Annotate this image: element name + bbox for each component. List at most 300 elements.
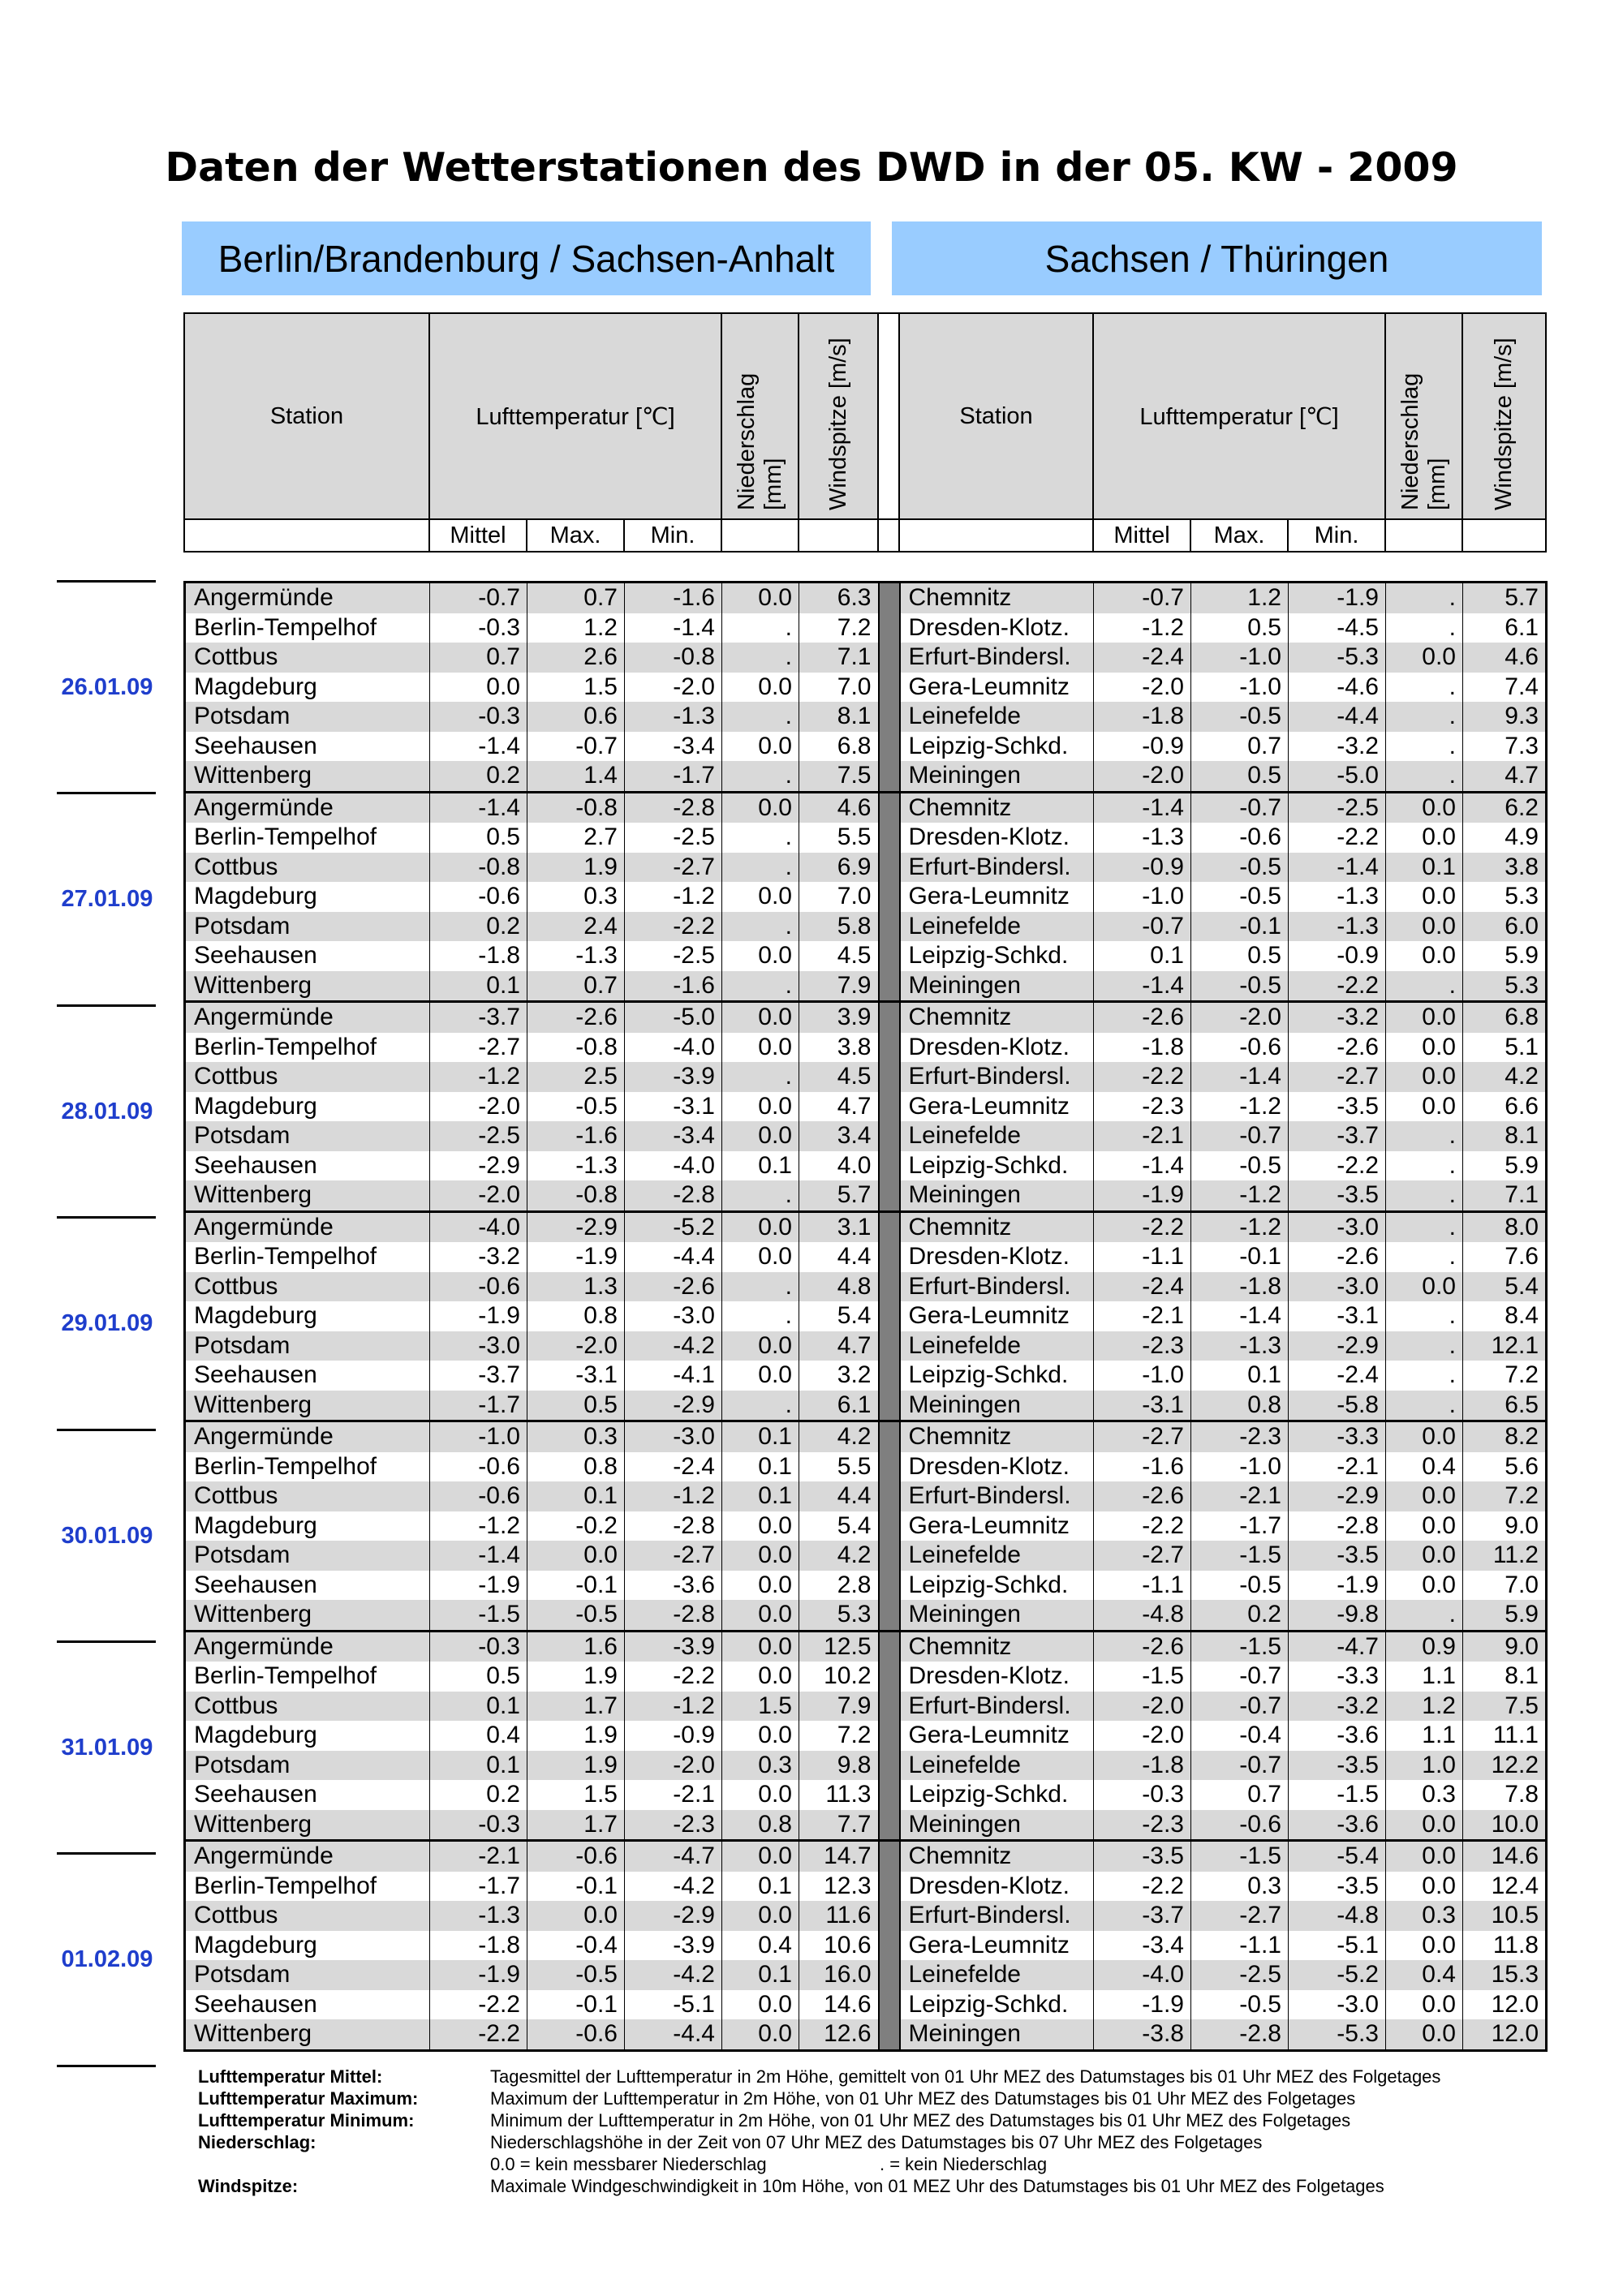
temp-mean-cell: -2.2 xyxy=(1094,1872,1191,1902)
header-min-left: Min. xyxy=(624,519,721,552)
wind-peak-cell: 6.1 xyxy=(799,1391,879,1421)
temp-mean-cell: -1.1 xyxy=(1094,1242,1191,1272)
station-name: Angermünde xyxy=(185,1841,430,1872)
precipitation-cell: 0.1 xyxy=(722,1872,799,1902)
temp-min-cell: -3.2 xyxy=(1289,732,1386,762)
date-divider xyxy=(57,792,156,794)
temp-max-cell: -0.7 xyxy=(527,732,625,762)
station-name: Meiningen xyxy=(900,971,1094,1002)
temp-min-cell: -2.4 xyxy=(625,1452,722,1482)
temp-min-cell: -2.6 xyxy=(1289,1033,1386,1063)
header-blank xyxy=(1462,519,1546,552)
date-divider xyxy=(57,1429,156,1431)
wind-peak-cell: 11.1 xyxy=(1463,1721,1547,1751)
temp-min-cell: -1.7 xyxy=(625,761,722,792)
temp-max-cell: 1.9 xyxy=(527,1721,625,1751)
wind-peak-cell: 12.6 xyxy=(799,2019,879,2050)
wind-peak-cell: 5.9 xyxy=(1463,1600,1547,1631)
temp-min-cell: -2.0 xyxy=(625,1751,722,1781)
wind-peak-cell: 7.1 xyxy=(799,643,879,673)
table-row xyxy=(185,971,1547,1002)
table-row xyxy=(185,1092,1547,1122)
temp-mean-cell: -0.7 xyxy=(430,583,527,613)
temp-max-cell: -0.1 xyxy=(527,1872,625,1902)
station-name: Cottbus xyxy=(185,853,430,883)
date-divider xyxy=(57,2065,156,2067)
station-name: Magdeburg xyxy=(185,1301,430,1331)
precipitation-cell: 0.0 xyxy=(1386,1541,1463,1571)
date-label: 30.01.09 xyxy=(61,1522,153,1549)
precipitation-cell: 0.0 xyxy=(1386,1272,1463,1302)
temp-max-cell: -0.5 xyxy=(1191,702,1289,732)
temp-min-cell: -2.2 xyxy=(625,912,722,942)
wind-peak-cell: 8.1 xyxy=(1463,1662,1547,1692)
station-name: Seehausen xyxy=(185,1151,430,1181)
precipitation-cell: 0.3 xyxy=(1386,1901,1463,1931)
temp-min-cell: -4.4 xyxy=(625,1242,722,1272)
date-label: 26.01.09 xyxy=(61,674,153,700)
header-blank xyxy=(878,519,899,552)
precipitation-cell: 0.0 xyxy=(1386,1511,1463,1541)
table-row xyxy=(185,1692,1547,1722)
precipitation-cell: 0.0 xyxy=(1386,2019,1463,2050)
wind-peak-cell: 5.7 xyxy=(799,1180,879,1211)
temp-max-cell: 0.3 xyxy=(527,1421,625,1452)
station-name: Erfurt-Bindersl. xyxy=(900,1062,1094,1092)
column-separator xyxy=(879,1331,900,1361)
temp-mean-cell: -1.8 xyxy=(1094,1751,1191,1781)
precipitation-cell: 1.2 xyxy=(1386,1692,1463,1722)
temp-mean-cell: -0.3 xyxy=(430,1810,527,1841)
station-name: Cottbus xyxy=(185,1062,430,1092)
temp-max-cell: -1.3 xyxy=(527,1151,625,1181)
precipitation-cell: 0.0 xyxy=(1386,941,1463,971)
station-name: Angermünde xyxy=(185,1421,430,1452)
temp-min-cell: -3.3 xyxy=(1289,1662,1386,1692)
temp-min-cell: -3.4 xyxy=(625,732,722,762)
precipitation-cell: 1.0 xyxy=(1386,1751,1463,1781)
wind-peak-cell: 9.0 xyxy=(1463,1631,1547,1662)
legend-value: Niederschlagshöhe in der Zeit von 07 Uhr MEZ des Datumstages bis 07 Uhr MEZ des Folgetages xyxy=(490,2132,1263,2152)
wind-peak-cell: 12.4 xyxy=(1463,1872,1547,1902)
temp-max-cell: 0.1 xyxy=(1191,1361,1289,1391)
temp-mean-cell: -2.5 xyxy=(430,1121,527,1151)
temp-max-cell: -0.1 xyxy=(527,1571,625,1601)
column-separator xyxy=(879,1780,900,1810)
temp-mean-cell: 0.2 xyxy=(430,1780,527,1810)
wind-peak-cell: 14.7 xyxy=(799,1841,879,1872)
temp-mean-cell: -3.7 xyxy=(430,1002,527,1033)
temp-max-cell: 0.3 xyxy=(527,882,625,912)
date-label: 31.01.09 xyxy=(61,1735,153,1761)
temp-mean-cell: -1.9 xyxy=(1094,1990,1191,2020)
table-row xyxy=(185,823,1547,853)
precipitation-cell: 0.0 xyxy=(722,732,799,762)
temp-max-cell: 0.8 xyxy=(1191,1391,1289,1421)
temp-min-cell: -5.1 xyxy=(1289,1931,1386,1961)
wind-peak-cell: 10.6 xyxy=(799,1931,879,1961)
temp-min-cell: -3.5 xyxy=(1289,1751,1386,1781)
temp-max-cell: -1.0 xyxy=(1191,673,1289,703)
wind-peak-cell: 4.2 xyxy=(799,1541,879,1571)
precipitation-cell: 0.0 xyxy=(722,1092,799,1122)
precipitation-cell: . xyxy=(1386,1180,1463,1211)
temp-min-cell: -4.5 xyxy=(1289,613,1386,643)
column-separator xyxy=(879,882,900,912)
temp-min-cell: -2.2 xyxy=(1289,1151,1386,1181)
header-station-right: Station xyxy=(899,313,1093,519)
temp-min-cell: -1.9 xyxy=(1289,583,1386,613)
precipitation-cell: 0.0 xyxy=(1386,1872,1463,1902)
station-name: Angermünde xyxy=(185,1211,430,1242)
station-name: Wittenberg xyxy=(185,1810,430,1841)
wind-peak-cell: 5.3 xyxy=(1463,971,1547,1002)
precipitation-cell: . xyxy=(1386,702,1463,732)
temp-mean-cell: 0.7 xyxy=(430,643,527,673)
wind-peak-cell: 3.8 xyxy=(1463,853,1547,883)
table-row xyxy=(185,1361,1547,1391)
table-row xyxy=(185,1002,1547,1033)
station-name: Berlin-Tempelhof xyxy=(185,823,430,853)
temp-min-cell: -4.7 xyxy=(1289,1631,1386,1662)
temp-max-cell: -1.6 xyxy=(527,1121,625,1151)
legend-key: Lufttemperatur Maximum: xyxy=(198,2088,419,2109)
precipitation-cell: 0.0 xyxy=(722,1721,799,1751)
table-row xyxy=(185,1872,1547,1902)
precipitation-cell: 0.1 xyxy=(722,1481,799,1511)
temp-mean-cell: -1.0 xyxy=(430,1421,527,1452)
temp-max-cell: 0.3 xyxy=(1191,1872,1289,1902)
temp-min-cell: -3.5 xyxy=(1289,1541,1386,1571)
temp-mean-cell: 0.5 xyxy=(430,823,527,853)
temp-max-cell: 0.0 xyxy=(527,1901,625,1931)
precipitation-cell: 0.0 xyxy=(722,941,799,971)
temp-mean-cell: -2.2 xyxy=(430,1990,527,2020)
precipitation-cell: . xyxy=(722,1301,799,1331)
temp-max-cell: -1.5 xyxy=(1191,1841,1289,1872)
wind-peak-cell: 11.3 xyxy=(799,1780,879,1810)
temp-min-cell: -3.5 xyxy=(1289,1180,1386,1211)
precipitation-cell: . xyxy=(722,643,799,673)
wind-peak-cell: 6.9 xyxy=(799,853,879,883)
temp-mean-cell: -1.0 xyxy=(1094,882,1191,912)
temp-max-cell: -2.7 xyxy=(1191,1901,1289,1931)
column-separator xyxy=(879,1662,900,1692)
temp-mean-cell: -2.0 xyxy=(1094,1721,1191,1751)
wind-peak-cell: 10.0 xyxy=(1463,1810,1547,1841)
wind-peak-cell: 5.3 xyxy=(799,1600,879,1631)
precipitation-cell: 0.0 xyxy=(722,1033,799,1063)
wind-peak-cell: 11.2 xyxy=(1463,1541,1547,1571)
precipitation-cell: . xyxy=(1386,1600,1463,1631)
header-blank xyxy=(721,519,799,552)
temp-mean-cell: -2.2 xyxy=(1094,1511,1191,1541)
temp-mean-cell: -3.1 xyxy=(1094,1391,1191,1421)
precipitation-cell: 0.0 xyxy=(1386,792,1463,823)
table-row xyxy=(185,1901,1547,1931)
station-name: Leinefelde xyxy=(900,1960,1094,1990)
temp-min-cell: -3.6 xyxy=(1289,1810,1386,1841)
column-separator xyxy=(879,673,900,703)
table-row xyxy=(185,882,1547,912)
wind-peak-cell: 4.7 xyxy=(799,1092,879,1122)
precipitation-cell: . xyxy=(1386,583,1463,613)
temp-min-cell: -3.9 xyxy=(625,1062,722,1092)
temp-min-cell: -3.4 xyxy=(625,1121,722,1151)
temp-mean-cell: -2.4 xyxy=(1094,643,1191,673)
temp-mean-cell: -0.6 xyxy=(430,1481,527,1511)
precipitation-cell: 0.0 xyxy=(1386,1481,1463,1511)
temp-max-cell: -1.3 xyxy=(527,941,625,971)
temp-mean-cell: -1.1 xyxy=(1094,1571,1191,1601)
station-name: Meiningen xyxy=(900,1180,1094,1211)
column-separator xyxy=(879,732,900,762)
column-separator xyxy=(879,1631,900,1662)
precipitation-cell: 0.0 xyxy=(1386,1033,1463,1063)
temp-mean-cell: -1.4 xyxy=(430,1541,527,1571)
station-name: Berlin-Tempelhof xyxy=(185,1033,430,1063)
column-separator xyxy=(879,1361,900,1391)
temp-min-cell: -3.5 xyxy=(1289,1092,1386,1122)
temp-max-cell: -1.5 xyxy=(1191,1631,1289,1662)
temp-mean-cell: -2.0 xyxy=(430,1180,527,1211)
precipitation-cell: 0.0 xyxy=(722,1242,799,1272)
table-row xyxy=(185,1662,1547,1692)
temp-min-cell: -4.1 xyxy=(625,1361,722,1391)
temp-mean-cell: -4.0 xyxy=(1094,1960,1191,1990)
wind-peak-cell: 12.0 xyxy=(1463,2019,1547,2050)
date-divider xyxy=(57,1004,156,1007)
column-separator xyxy=(879,1301,900,1331)
table-row xyxy=(185,1331,1547,1361)
temp-mean-cell: -1.9 xyxy=(430,1301,527,1331)
precipitation-cell: . xyxy=(1386,732,1463,762)
temp-mean-cell: -1.6 xyxy=(1094,1452,1191,1482)
temp-mean-cell: -3.0 xyxy=(430,1331,527,1361)
precipitation-cell: 1.1 xyxy=(1386,1662,1463,1692)
station-name: Meiningen xyxy=(900,1810,1094,1841)
wind-peak-cell: 4.5 xyxy=(799,1062,879,1092)
temp-mean-cell: -3.5 xyxy=(1094,1841,1191,1872)
station-name: Angermünde xyxy=(185,792,430,823)
precipitation-cell: 0.0 xyxy=(1386,912,1463,942)
column-separator xyxy=(879,941,900,971)
precipitation-cell: 0.0 xyxy=(1386,882,1463,912)
temp-max-cell: -0.1 xyxy=(1191,912,1289,942)
temp-mean-cell: -2.3 xyxy=(1094,1092,1191,1122)
date-label: 28.01.09 xyxy=(61,1098,153,1124)
station-name: Berlin-Tempelhof xyxy=(185,1242,430,1272)
station-name: Gera-Leumnitz xyxy=(900,1721,1094,1751)
station-name: Leinefelde xyxy=(900,1751,1094,1781)
column-separator xyxy=(879,1481,900,1511)
temp-min-cell: -2.7 xyxy=(625,1541,722,1571)
temp-max-cell: -0.1 xyxy=(527,1990,625,2020)
temp-max-cell: -0.6 xyxy=(1191,1033,1289,1063)
column-separator xyxy=(879,1600,900,1631)
temp-mean-cell: -0.7 xyxy=(1094,583,1191,613)
temp-max-cell: -0.6 xyxy=(527,1841,625,1872)
wind-peak-cell: 8.4 xyxy=(1463,1301,1547,1331)
temp-max-cell: 0.5 xyxy=(527,1391,625,1421)
date-divider xyxy=(57,1640,156,1643)
table-row xyxy=(185,1151,1547,1181)
legend-value: Maximale Windgeschwindigkeit in 10m Höhe, von 01 MEZ Uhr des Datumstages bis 01 Uhr MEZ des Folgetages xyxy=(490,2176,1384,2196)
temp-mean-cell: -0.3 xyxy=(430,702,527,732)
column-separator xyxy=(879,1901,900,1931)
precipitation-cell: 0.0 xyxy=(722,1331,799,1361)
column-separator xyxy=(879,1511,900,1541)
temp-min-cell: -4.0 xyxy=(625,1033,722,1063)
wind-peak-cell: 7.4 xyxy=(1463,673,1547,703)
temp-mean-cell: 0.2 xyxy=(430,761,527,792)
header-max-right: Max. xyxy=(1190,519,1288,552)
table-row xyxy=(185,1721,1547,1751)
wind-peak-cell: 4.8 xyxy=(799,1272,879,1302)
wind-peak-cell: 9.0 xyxy=(1463,1511,1547,1541)
table-row xyxy=(185,1931,1547,1961)
column-separator xyxy=(879,1391,900,1421)
legend-value: . = kein Niederschlag xyxy=(880,2154,1048,2174)
precipitation-cell: . xyxy=(1386,673,1463,703)
temp-min-cell: -2.2 xyxy=(625,1662,722,1692)
station-name: Seehausen xyxy=(185,732,430,762)
station-name: Wittenberg xyxy=(185,1600,430,1631)
temp-min-cell: -5.3 xyxy=(1289,643,1386,673)
temp-min-cell: -5.4 xyxy=(1289,1841,1386,1872)
station-name: Angermünde xyxy=(185,1002,430,1033)
temp-max-cell: -0.8 xyxy=(527,792,625,823)
temp-mean-cell: -1.4 xyxy=(430,792,527,823)
temp-max-cell: -0.7 xyxy=(1191,1692,1289,1722)
temp-max-cell: 1.5 xyxy=(527,673,625,703)
wind-peak-cell: 3.2 xyxy=(799,1361,879,1391)
temp-max-cell: 0.7 xyxy=(527,583,625,613)
temp-max-cell: -0.5 xyxy=(1191,1151,1289,1181)
date-label: 29.01.09 xyxy=(61,1310,153,1337)
temp-max-cell: -1.9 xyxy=(527,1242,625,1272)
station-name: Leipzig-Schkd. xyxy=(900,1780,1094,1810)
precipitation-cell: 0.1 xyxy=(722,1151,799,1181)
precipitation-cell: . xyxy=(722,1062,799,1092)
table-row xyxy=(185,1452,1547,1482)
table-row xyxy=(185,643,1547,673)
temp-min-cell: -3.1 xyxy=(625,1092,722,1122)
temp-max-cell: 0.2 xyxy=(1191,1600,1289,1631)
column-separator xyxy=(879,1841,900,1872)
station-name: Dresden-Klotz. xyxy=(900,1242,1094,1272)
precipitation-cell: . xyxy=(1386,1391,1463,1421)
temp-min-cell: -2.6 xyxy=(1289,1242,1386,1272)
temp-mean-cell: -0.6 xyxy=(430,882,527,912)
temp-min-cell: -3.6 xyxy=(625,1571,722,1601)
wind-peak-cell: 4.5 xyxy=(799,941,879,971)
temp-mean-cell: -0.3 xyxy=(430,1631,527,1662)
table-header xyxy=(183,312,1547,553)
column-separator xyxy=(879,583,900,613)
legend-key: Niederschlag: xyxy=(198,2132,316,2152)
temp-max-cell: -0.4 xyxy=(1191,1721,1289,1751)
precipitation-cell: 0.0 xyxy=(722,1361,799,1391)
temp-max-cell: -3.1 xyxy=(527,1361,625,1391)
temp-max-cell: -0.1 xyxy=(1191,1242,1289,1272)
precipitation-cell: 0.0 xyxy=(722,1662,799,1692)
temp-min-cell: -4.0 xyxy=(625,1151,722,1181)
station-name: Dresden-Klotz. xyxy=(900,1662,1094,1692)
precipitation-cell: 0.0 xyxy=(722,1541,799,1571)
region-header-right: Sachsen / Thüringen xyxy=(892,221,1542,295)
precipitation-cell: 0.0 xyxy=(1386,1810,1463,1841)
temp-mean-cell: -3.7 xyxy=(430,1361,527,1391)
station-name: Chemnitz xyxy=(900,1631,1094,1662)
table-row xyxy=(185,1121,1547,1151)
table-row xyxy=(185,1272,1547,1302)
temp-mean-cell: -0.3 xyxy=(1094,1780,1191,1810)
temp-mean-cell: -3.7 xyxy=(1094,1901,1191,1931)
temp-min-cell: -2.8 xyxy=(625,1180,722,1211)
temp-mean-cell: -3.2 xyxy=(430,1242,527,1272)
precipitation-cell: . xyxy=(722,853,799,883)
temp-min-cell: -2.9 xyxy=(625,1901,722,1931)
temp-min-cell: -5.0 xyxy=(625,1002,722,1033)
temp-max-cell: 1.3 xyxy=(527,1272,625,1302)
temp-max-cell: -0.4 xyxy=(527,1931,625,1961)
precipitation-cell: 0.4 xyxy=(1386,1452,1463,1482)
station-name: Seehausen xyxy=(185,1571,430,1601)
precipitation-cell: 0.0 xyxy=(722,583,799,613)
legend-key: Windspitze: xyxy=(198,2176,299,2196)
precipitation-cell: 0.1 xyxy=(722,1452,799,1482)
temp-min-cell: -2.5 xyxy=(625,941,722,971)
column-separator xyxy=(879,823,900,853)
temp-max-cell: -0.5 xyxy=(1191,1571,1289,1601)
temp-min-cell: -1.3 xyxy=(625,702,722,732)
column-separator xyxy=(879,1242,900,1272)
temp-mean-cell: -0.9 xyxy=(1094,853,1191,883)
temp-mean-cell: -0.7 xyxy=(1094,912,1191,942)
precipitation-cell: . xyxy=(722,971,799,1002)
temp-min-cell: -4.2 xyxy=(625,1872,722,1902)
station-name: Dresden-Klotz. xyxy=(900,1872,1094,1902)
wind-peak-cell: 5.5 xyxy=(799,823,879,853)
station-name: Cottbus xyxy=(185,1481,430,1511)
wind-peak-cell: 4.9 xyxy=(1463,823,1547,853)
precipitation-cell: 0.0 xyxy=(722,1780,799,1810)
temp-mean-cell: -2.6 xyxy=(1094,1481,1191,1511)
temp-mean-cell: -3.4 xyxy=(1094,1931,1191,1961)
precipitation-cell: 0.0 xyxy=(1386,1571,1463,1601)
station-name: Leipzig-Schkd. xyxy=(900,732,1094,762)
temp-mean-cell: -2.3 xyxy=(1094,1810,1191,1841)
temp-max-cell: 1.9 xyxy=(527,1662,625,1692)
temp-max-cell: -0.8 xyxy=(527,1180,625,1211)
temp-min-cell: -4.8 xyxy=(1289,1901,1386,1931)
station-name: Leinefelde xyxy=(900,702,1094,732)
temp-mean-cell: 0.5 xyxy=(430,1662,527,1692)
column-separator xyxy=(879,1571,900,1601)
precipitation-cell: 1.1 xyxy=(1386,1721,1463,1751)
temp-mean-cell: 0.1 xyxy=(430,1751,527,1781)
wind-peak-cell: 5.5 xyxy=(799,1452,879,1482)
wind-peak-cell: 4.6 xyxy=(799,792,879,823)
table-row xyxy=(185,583,1547,613)
precipitation-cell: . xyxy=(1386,613,1463,643)
temp-max-cell: -1.1 xyxy=(1191,1931,1289,1961)
temp-max-cell: -1.5 xyxy=(1191,1541,1289,1571)
temp-min-cell: -5.2 xyxy=(625,1211,722,1242)
wind-peak-cell: 6.0 xyxy=(1463,912,1547,942)
wind-peak-cell: 14.6 xyxy=(1463,1841,1547,1872)
